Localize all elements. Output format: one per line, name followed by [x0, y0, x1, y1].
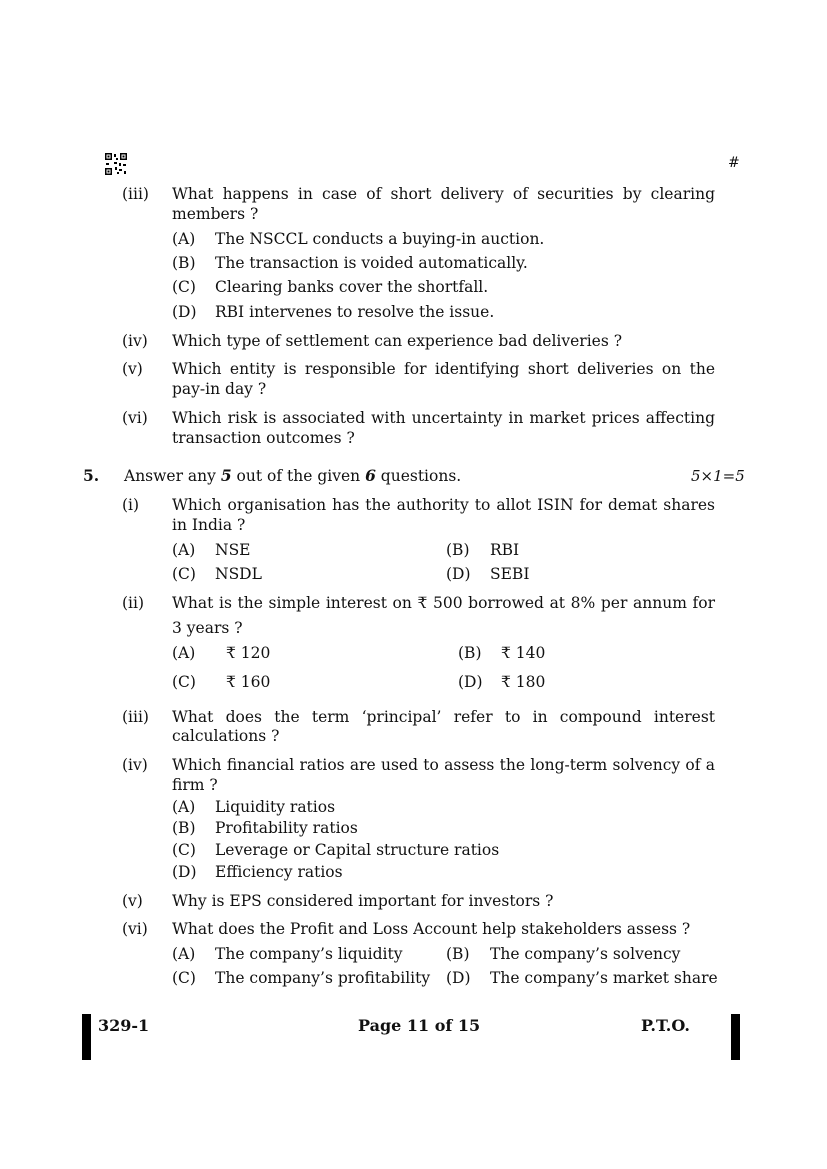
option-label: (A): [172, 945, 196, 963]
question-number: (i): [122, 496, 140, 514]
question-text: transaction outcomes ?: [172, 429, 355, 447]
option-label: (B): [172, 254, 196, 272]
question-text: firm ?: [172, 776, 218, 794]
option-label: (C): [172, 673, 196, 691]
option-label: (B): [458, 644, 482, 662]
option-text: The company’s solvency: [490, 945, 681, 963]
option-text: ₹ 120: [226, 644, 271, 662]
option-label: (A): [172, 541, 196, 559]
option-label: (C): [172, 969, 196, 987]
option-label: (C): [172, 841, 196, 859]
question-number: 5.: [83, 466, 100, 485]
question-text: calculations ?: [172, 727, 280, 745]
paper-code: 329-1: [98, 1016, 150, 1035]
option-label: (A): [172, 230, 196, 248]
option-text: SEBI: [490, 565, 530, 583]
question-text: What does the Profit and Loss Account help stakeholders assess ?: [172, 920, 691, 938]
question-text: Which financial ratios are used to assess the long-term solvency of a: [172, 756, 715, 774]
option-text: Leverage or Capital structure ratios: [215, 841, 500, 859]
question-number: (iii): [122, 185, 149, 203]
option-label: (C): [172, 278, 196, 296]
option-label: (D): [446, 565, 471, 583]
option-label: (D): [172, 863, 197, 881]
question-number: (ii): [122, 594, 145, 612]
option-text: Liquidity ratios: [215, 798, 336, 816]
option-text: ₹ 160: [226, 673, 271, 691]
option-text: The NSCCL conducts a buying-in auction.: [215, 230, 545, 248]
corner-mark: #: [728, 155, 740, 171]
option-label: (D): [446, 969, 471, 987]
question-text: members ?: [172, 205, 259, 223]
option-text: The company’s market share: [490, 969, 718, 987]
question-text: Which organisation has the authority to allot ISIN for demat shares: [172, 496, 715, 514]
option-label: (B): [446, 945, 470, 963]
question-text: Which entity is responsible for identifying short deliveries on the: [172, 360, 715, 378]
option-label: (B): [446, 541, 470, 559]
option-text: The transaction is voided automatically.: [215, 254, 528, 272]
option-text: RBI: [490, 541, 520, 559]
option-label: (D): [172, 303, 197, 321]
option-label: (C): [172, 565, 196, 583]
question-text: 3 years ?: [172, 619, 243, 637]
question-text: What does the term ‘principal’ refer to in compound interest: [172, 708, 715, 726]
section-instruction: Answer any 5 out of the given 6 questions.: [124, 466, 462, 485]
option-label: (A): [172, 798, 196, 816]
question-number: (iv): [122, 332, 148, 350]
question-text: Which risk is associated with uncertainty in market prices affecting: [172, 409, 715, 427]
question-text: What happens in case of short delivery of securities by clearing: [172, 185, 715, 203]
option-text: Profitability ratios: [215, 819, 358, 837]
qr-code-icon: [104, 152, 128, 176]
option-text: The company’s profitability: [215, 969, 431, 987]
option-text: The company’s liquidity: [215, 945, 403, 963]
question-text: pay-in day ?: [172, 380, 267, 398]
question-text: Why is EPS considered important for investors ?: [172, 892, 554, 910]
question-text: in India ?: [172, 516, 246, 534]
option-text: NSE: [215, 541, 251, 559]
option-label: (D): [458, 673, 483, 691]
option-text: ₹ 180: [501, 673, 546, 691]
question-number: (v): [122, 360, 143, 378]
option-text: ₹ 140: [501, 644, 546, 662]
question-number: (vi): [122, 920, 148, 938]
pto-label: P.T.O.: [641, 1016, 690, 1035]
question-number: (v): [122, 892, 143, 910]
question-text: Which type of settlement can experience bad deliveries ?: [172, 332, 623, 350]
footer-left-bar: [82, 1014, 91, 1060]
option-text: Clearing banks cover the shortfall.: [215, 278, 489, 296]
question-number: (iv): [122, 756, 148, 774]
question-number: (vi): [122, 409, 148, 427]
footer-right-bar: [731, 1014, 740, 1060]
question-number: (iii): [122, 708, 149, 726]
option-label: (A): [172, 644, 196, 662]
option-text: RBI intervenes to resolve the issue.: [215, 303, 495, 321]
marks-allocation: 5×1=5: [691, 467, 745, 485]
question-text: What is the simple interest on ₹ 500 borrowed at 8% per annum for: [172, 594, 715, 612]
page-number: Page 11 of 15: [358, 1016, 481, 1035]
option-text: Efficiency ratios: [215, 863, 343, 881]
option-label: (B): [172, 819, 196, 837]
option-text: NSDL: [215, 565, 262, 583]
